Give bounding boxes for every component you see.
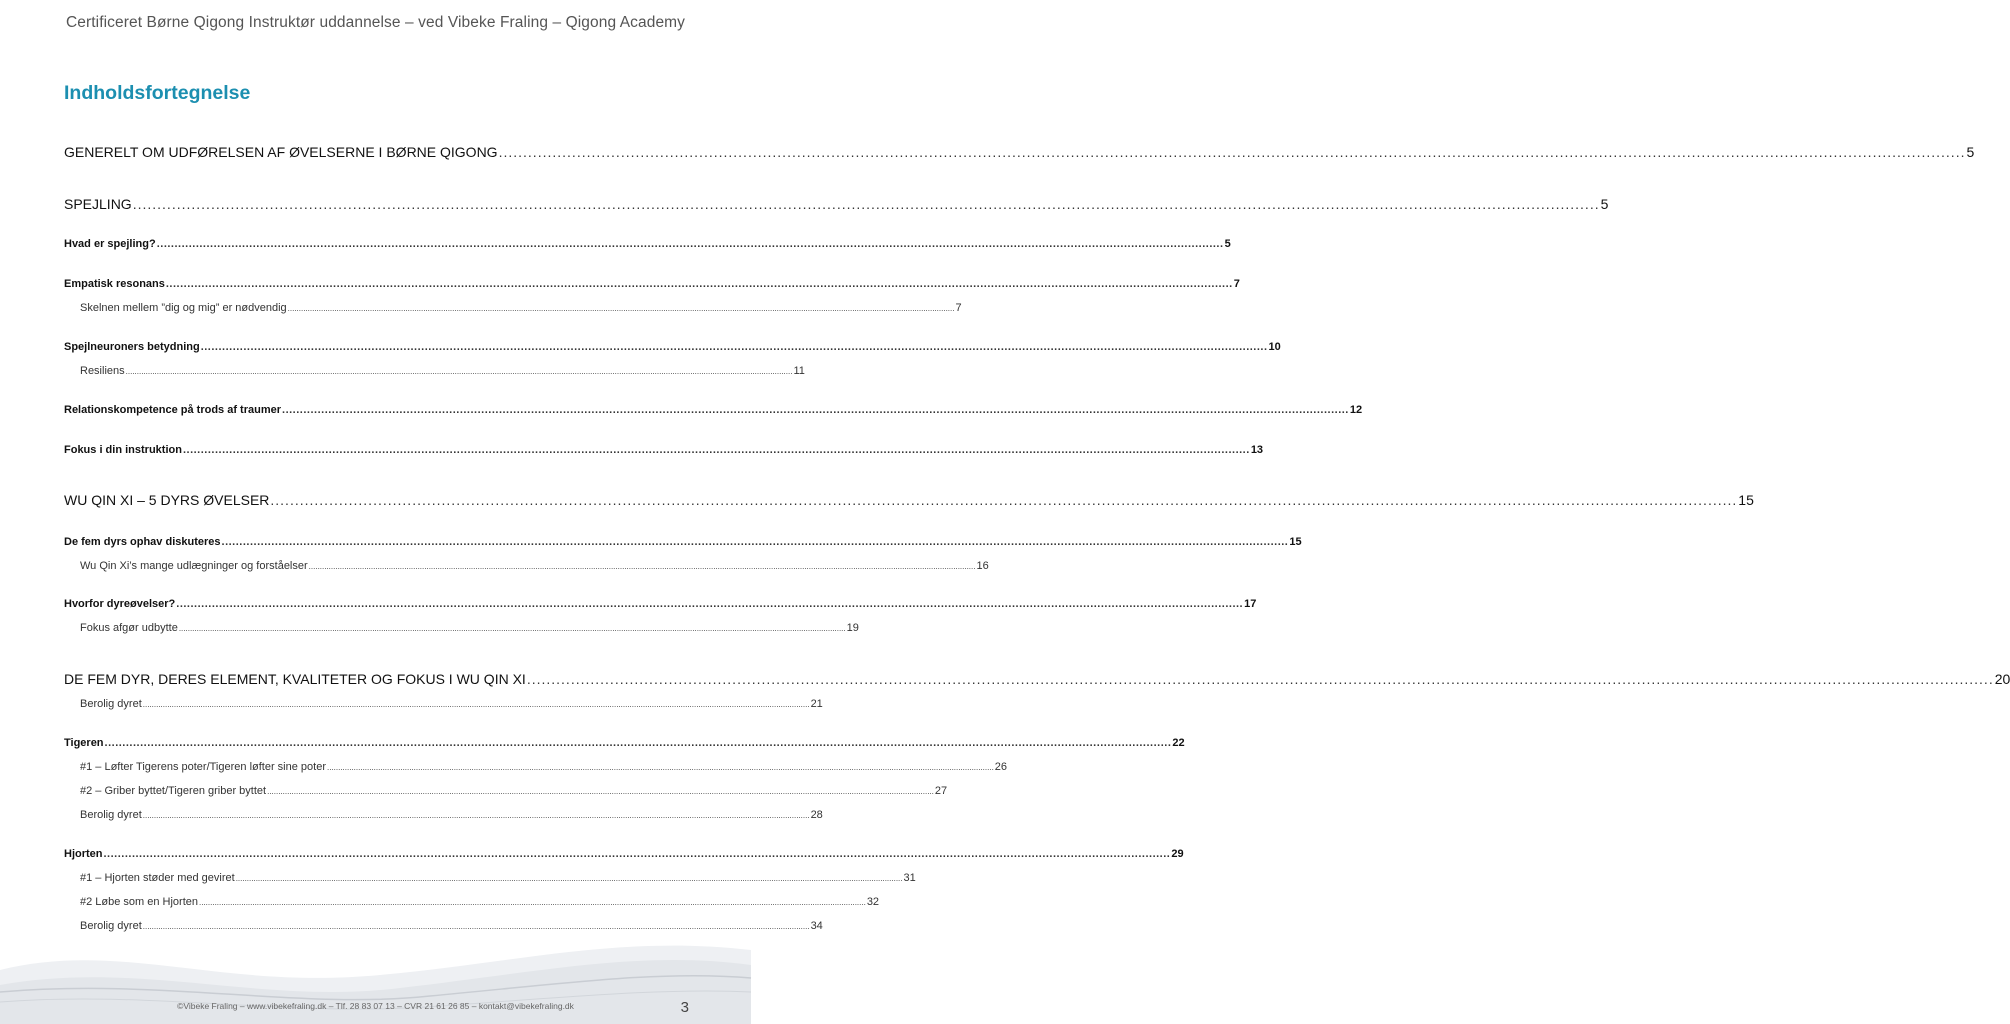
- toc-entry[interactable]: [64, 671, 2010, 687]
- toc-entry-title: #1 – Hjorten støder med geviret: [80, 872, 235, 884]
- toc-entry[interactable]: [64, 404, 1363, 416]
- toc-leader-dots: ............................................................................................................................................................................................................................................................................................................: [142, 700, 810, 709]
- toc-entry[interactable]: [80, 761, 1008, 773]
- toc-entry-title: Skelnen mellem ”dig og mig” er nødvendig: [80, 302, 287, 314]
- toc-entry[interactable]: [80, 622, 859, 634]
- toc-entry[interactable]: [80, 365, 805, 377]
- toc-entry-title: Spejlneuroners betydning: [64, 341, 200, 353]
- toc-entry[interactable]: [64, 144, 1975, 160]
- toc-entry-page: 17: [1244, 598, 1257, 610]
- toc-leader-dots: ............................................................................................................................................................................................................................................................................................................: [308, 562, 976, 571]
- toc-entry-title: Fokus afgør udbytte: [80, 622, 178, 634]
- toc-entry-page: 32: [866, 896, 880, 908]
- toc-entry[interactable]: [80, 896, 880, 908]
- toc-entry-title: Berolig dyret: [80, 698, 142, 710]
- toc-entry-title: #1 – Løfter Tigerens poter/Tigeren løfter sine poter: [80, 761, 326, 773]
- toc-entry-page: 31: [903, 872, 916, 884]
- toc-leader-dots: ............................................................................................................................................................................................................................................................................................................: [182, 444, 1250, 456]
- toc-entry[interactable]: [64, 196, 1609, 212]
- toc-leader-dots: ............................................................................................................................................................................................................................................................................................................: [103, 848, 1171, 860]
- toc-entry-title: Hjorten: [64, 848, 103, 860]
- toc-entry-title: Tigeren: [64, 737, 104, 749]
- toc-entry-page: 5: [1600, 196, 1609, 212]
- toc-entry-page: 15: [1738, 492, 1754, 508]
- toc-entry-title: SPEJLING: [64, 196, 132, 212]
- toc-entry[interactable]: [64, 444, 1264, 456]
- toc-entry-page: 10: [1268, 341, 1281, 353]
- toc-entry[interactable]: [64, 492, 1754, 508]
- toc-entry-page: 11: [793, 365, 805, 377]
- toc-entry-title: #2 Løbe som en Hjorten: [80, 896, 199, 908]
- toc-entry[interactable]: [64, 848, 1184, 860]
- toc-entry-page: 13: [1250, 444, 1264, 456]
- toc-entry-title: GENERELT OM UDFØRELSEN AF ØVELSERNE I BØRNE QIGONG: [64, 144, 498, 160]
- toc-entry-title: DE FEM DYR, DERES ELEMENT, KVALITETER OG FOKUS I WU QIN XI: [64, 671, 526, 687]
- toc-leader-dots: ............................................................................................................................................................................................................................................................................................................: [142, 922, 810, 931]
- toc-entry-page: 34: [810, 920, 823, 932]
- toc-leader-dots: ............................................................................................................................................................................................................................................................................................................: [156, 238, 1224, 250]
- toc-entry-page: 27: [934, 785, 948, 797]
- toc-entry[interactable]: [80, 560, 989, 572]
- toc-leader-dots: ............................................................................................................................................................................................................................................................................................................: [104, 737, 1172, 749]
- toc-entry[interactable]: [80, 872, 916, 884]
- toc-entry-title: Hvorfor dyreøvelser?: [64, 598, 176, 610]
- toc-entry-page: 19: [846, 622, 859, 634]
- toc-leader-dots: ............................................................................................................................................................................................................................................................................................................: [199, 898, 866, 907]
- toc-entry-page: 15: [1289, 536, 1302, 548]
- toc-leader-dots: ............................................................................................................................................................................................................................................................................................................: [178, 624, 846, 633]
- toc-entry-title: De fem dyrs ophav diskuteres: [64, 536, 221, 548]
- toc-entry-page: 20: [1994, 671, 2010, 687]
- toc-entry-title: Resiliens: [80, 365, 125, 377]
- toc-entry[interactable]: [64, 278, 1240, 290]
- toc-entry-page: 7: [1233, 278, 1240, 290]
- toc-entry[interactable]: [80, 809, 823, 821]
- toc-leader-dots: ............................................................................................................................................................................................................................................................................................................: [176, 598, 1244, 610]
- toc-entry-page: 7: [955, 302, 962, 314]
- toc-leader-dots: ............................................................................................................................................................................................................................................................................................................: [132, 196, 1600, 212]
- toc-leader-dots: ............................................................................................................................................................................................................................................................................................................: [282, 404, 1349, 416]
- toc-leader-dots: ............................................................................................................................................................................................................................................................................................................: [142, 811, 810, 820]
- toc-entry-page: 26: [994, 761, 1008, 773]
- toc-entry-title: #2 – Griber byttet/Tigeren griber byttet: [80, 785, 267, 797]
- toc-leader-dots: ............................................................................................................................................................................................................................................................................................................: [267, 787, 934, 796]
- toc-entry-page: 29: [1171, 848, 1184, 860]
- toc-leader-dots: ............................................................................................................................................................................................................................................................................................................: [221, 536, 1289, 548]
- toc-entry[interactable]: [64, 238, 1231, 250]
- toc-entry-title: WU QIN XI – 5 DYRS ØVELSER: [64, 492, 270, 508]
- toc-title: Indholdsfortegnelse: [64, 82, 251, 104]
- toc-leader-dots: ............................................................................................................................................................................................................................................................................................................: [235, 874, 903, 883]
- toc-entry-page: 5: [1224, 238, 1231, 250]
- toc-entry-page: 21: [810, 698, 823, 710]
- toc-entry-title: Berolig dyret: [80, 920, 142, 932]
- footer-text: ©Vibeke Fraling – www.vibekefraling.dk – Tlf. 28 83 07 13 – CVR 21 61 26 85 – kontakt@vibekefraling.dk: [177, 1001, 574, 1011]
- toc-leader-dots: ............................................................................................................................................................................................................................................................................................................: [165, 278, 1233, 290]
- toc-entry[interactable]: [64, 341, 1281, 353]
- toc-entry[interactable]: [80, 302, 962, 314]
- toc-entry[interactable]: [64, 598, 1257, 610]
- toc-leader-dots: ............................................................................................................................................................................................................................................................................................................: [287, 304, 955, 313]
- toc-entry-title: Relationskompetence på trods af traumer: [64, 404, 282, 416]
- toc-leader-dots: ............................................................................................................................................................................................................................................................................................................: [498, 144, 1966, 160]
- toc-entry-title: Empatisk resonans: [64, 278, 165, 290]
- toc-leader-dots: ............................................................................................................................................................................................................................................................................................................: [327, 763, 994, 772]
- toc-entry-title: Wu Qin Xi’s mange udlægninger og forståelser: [80, 560, 308, 572]
- toc-entry-title: Berolig dyret: [80, 809, 142, 821]
- toc-entry[interactable]: [80, 698, 823, 710]
- page-number: 3: [680, 999, 689, 1016]
- toc-entry-page: 5: [1966, 144, 1975, 160]
- page-header: Certificeret Børne Qigong Instruktør uddannelse – ved Vibeke Fraling – Qigong Academy: [65, 14, 686, 31]
- toc-entry-page: 12: [1349, 404, 1363, 416]
- toc-entry-title: Fokus i din instruktion: [64, 444, 182, 456]
- toc-entry[interactable]: [64, 536, 1302, 548]
- toc-entry-title: Hvad er spejling?: [64, 238, 156, 250]
- toc-entry[interactable]: [80, 785, 948, 797]
- toc-entry-page: 22: [1172, 737, 1185, 749]
- toc-entry-page: 16: [976, 560, 989, 572]
- toc-entry[interactable]: [64, 737, 1185, 749]
- toc-leader-dots: ............................................................................................................................................................................................................................................................................................................: [125, 367, 793, 376]
- toc-leader-dots: ............................................................................................................................................................................................................................................................................................................: [270, 492, 1738, 508]
- toc-entry-page: 28: [810, 809, 823, 821]
- toc-leader-dots: ............................................................................................................................................................................................................................................................................................................: [200, 341, 1268, 353]
- toc-leader-dots: ............................................................................................................................................................................................................................................................................................................: [526, 671, 1994, 687]
